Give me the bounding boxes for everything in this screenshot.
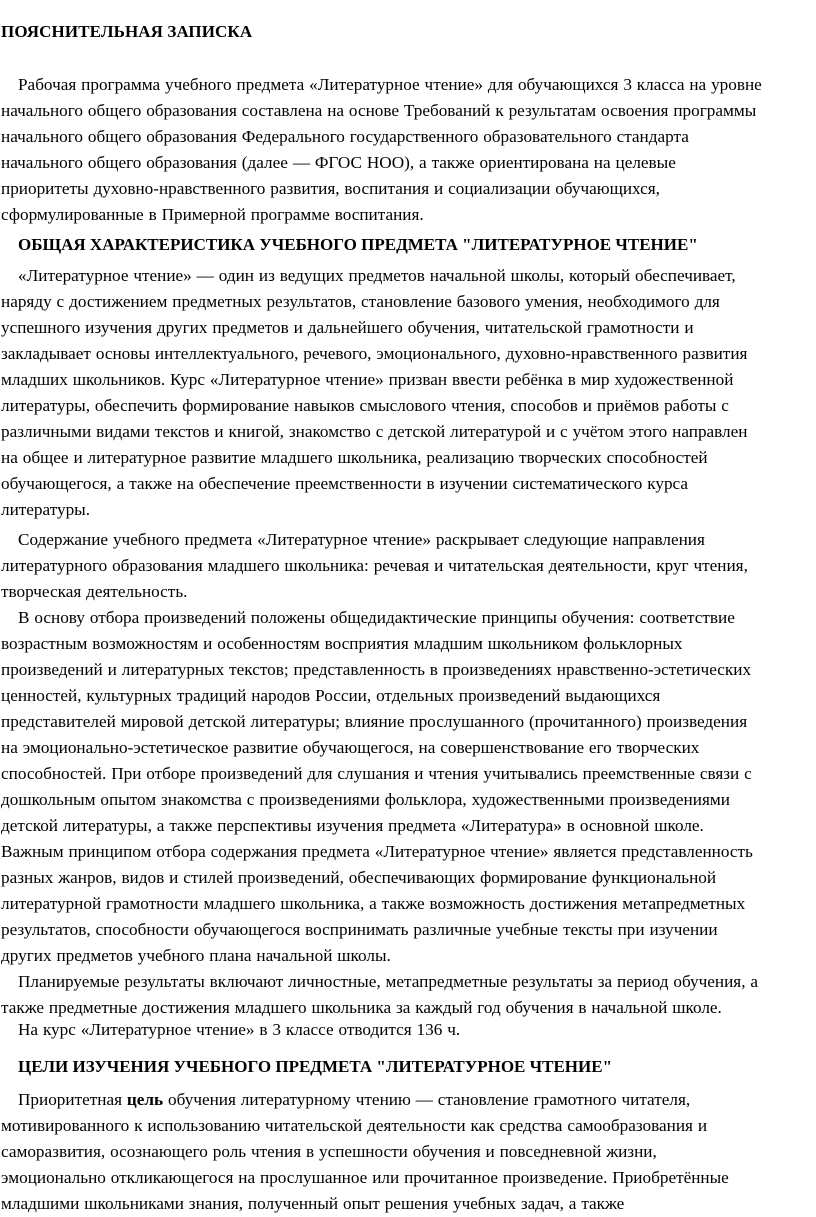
paragraph-line: литературы. bbox=[1, 500, 91, 519]
paragraph-line: В основу отбора произведений положены общедидактические принципы обучения: соответствие bbox=[18, 608, 735, 627]
intro-line: сформулированные в Примерной программе воспитания. bbox=[1, 205, 424, 224]
intro-line: начального общего образования (далее — ФГОС НОО), а также ориентирована на целевые bbox=[1, 153, 676, 172]
characteristics-paragraph-2 bbox=[1, 527, 815, 605]
characteristics-paragraph-4 bbox=[1, 969, 815, 1021]
paragraph-line: также предметные достижения младшего школьника за каждый год обучения в начальной школе. bbox=[1, 998, 722, 1017]
paragraph-line: На курс «Литературное чтение» в 3 классе отводится 136 ч. bbox=[18, 1020, 461, 1039]
paragraph-line: литературной грамотности младшего школьника, а также возможность достижения метапредметных bbox=[1, 894, 746, 913]
paragraph-line: творческая деятельность. bbox=[1, 582, 188, 601]
paragraph-line: Содержание учебного предмета «Литературное чтение» раскрывает следующие направления bbox=[18, 530, 705, 549]
paragraph-line: на эмоционально-эстетическое развитие обучающегося, на совершенствование его творческих bbox=[1, 738, 700, 757]
paragraph-line: произведений и литературных текстов; представленность в произведениях нравственно-эстетических bbox=[1, 660, 752, 679]
paragraph-line: ценностей, культурных традиций народов России, отдельных произведений выдающихся bbox=[1, 686, 661, 705]
paragraph-line: литературного образования младшего школьника: речевая и читательская деятельности, круг чтения, bbox=[1, 556, 748, 575]
paragraph-line: закладывает основы интеллектуального, речевого, эмоционального, духовно-нравственного развития bbox=[1, 344, 748, 363]
paragraph-line: младшими школьниками знания, полученный опыт решения учебных задач, а также bbox=[1, 1194, 625, 1213]
intro-line: приоритеты духовно-нравственного развития, воспитания и социализации обучающихся, bbox=[1, 179, 660, 198]
paragraph-line: разных жанров, видов и стилей произведений, обеспечивающих формирование функциональной bbox=[1, 868, 717, 887]
intro-paragraph bbox=[1, 72, 815, 228]
paragraph-line: на общее и литературное развитие младшего школьника, реализацию творческих способностей bbox=[1, 448, 708, 467]
paragraph-line: младших школьников. Курс «Литературное чтение» призван ввести ребёнка в мир художественной bbox=[1, 370, 734, 389]
paragraph-line bbox=[1, 1087, 815, 1113]
goal-first-rest: обучения литературному чтению — становление грамотного читателя, bbox=[163, 1090, 691, 1109]
paragraph-line: саморазвития, осознающего роль чтения в успешности обучения и повседневной жизни, bbox=[1, 1142, 657, 1161]
characteristics-paragraph-5 bbox=[1, 1017, 815, 1043]
paragraph-line: Планируемые результаты включают личностные, метапредметные результаты за период обучения, а bbox=[18, 972, 759, 991]
section-heading-goals: ЦЕЛИ ИЗУЧЕНИЯ УЧЕБНОГО ПРЕДМЕТА "ЛИТЕРАТУРНОЕ ЧТЕНИЕ" bbox=[18, 1057, 613, 1076]
paragraph-line: способностей. При отборе произведений для слушания и чтения учитывались преемственные связи с bbox=[1, 764, 752, 783]
paragraph-line: возрастным возможностям и особенностям восприятия младшим школьником фольклорных bbox=[1, 634, 683, 653]
goal-bold-word: цель bbox=[126, 1090, 164, 1109]
paragraph-line: различными видами текстов и книгой, знакомство с детской литературой и с учётом этого направлен bbox=[1, 422, 748, 441]
characteristics-paragraph-3 bbox=[1, 605, 815, 969]
paragraph-line: Важным принципом отбора содержания предмета «Литературное чтение» является представленность bbox=[1, 842, 753, 861]
goals-paragraph-1 bbox=[1, 1087, 815, 1217]
intro-line: начального общего образования Федерального государственного образовательного стандарта bbox=[1, 127, 689, 146]
paragraph-line: обучающегося, а также на обеспечение преемственности в изучении систематического курса bbox=[1, 474, 689, 493]
goal-prefix: Приоритетная bbox=[18, 1090, 127, 1109]
paragraph-line: наряду с достижением предметных результатов, становление базового умения, необходимого для bbox=[1, 292, 720, 311]
paragraph-line: результатов, способности обучающегося воспринимать различные учебные тексты при изучении bbox=[1, 920, 718, 939]
paragraph-line: «Литературное чтение» — один из ведущих предметов начальной школы, который обеспечивает, bbox=[18, 266, 736, 285]
section-heading-characteristics: ОБЩАЯ ХАРАКТЕРИСТИКА УЧЕБНОГО ПРЕДМЕТА "ЛИТЕРАТУРНОЕ ЧТЕНИЕ" bbox=[18, 235, 698, 254]
paragraph-line: литературы, обеспечить формирование навыков смыслового чтения, способов и приёмов работы с bbox=[1, 396, 729, 415]
paragraph-line: дошкольным опытом знакомства с произведениями фольклора, художественными произведениями bbox=[1, 790, 730, 809]
paragraph-line: успешного изучения других предметов и дальнейшего обучения, читательской грамотности и bbox=[1, 318, 694, 337]
paragraph-line: эмоционально откликающегося на прослушанное или прочитанное произведение. Приобретённые bbox=[1, 1168, 729, 1187]
paragraph-line: представителей мировой детской литературы; влияние прослушанного (прочитанного) произведения bbox=[1, 712, 748, 731]
characteristics-paragraph-1 bbox=[1, 263, 815, 523]
paragraph-line: мотивированного к использованию читательской деятельности как средства самообразования и bbox=[1, 1116, 708, 1135]
paragraph-line: других предметов учебного плана начальной школы. bbox=[1, 946, 391, 965]
document-title: ПОЯСНИТЕЛЬНАЯ ЗАПИСКА bbox=[1, 22, 253, 41]
paragraph-line: детской литературы, а также перспективы изучения предмета «Литература» в основной школе. bbox=[1, 816, 704, 835]
intro-line: начального общего образования составлена на основе Требований к результатам освоения программы bbox=[1, 101, 757, 120]
intro-line: Рабочая программа учебного предмета «Литературное чтение» для обучающихся 3 класса на уровне bbox=[18, 75, 762, 94]
